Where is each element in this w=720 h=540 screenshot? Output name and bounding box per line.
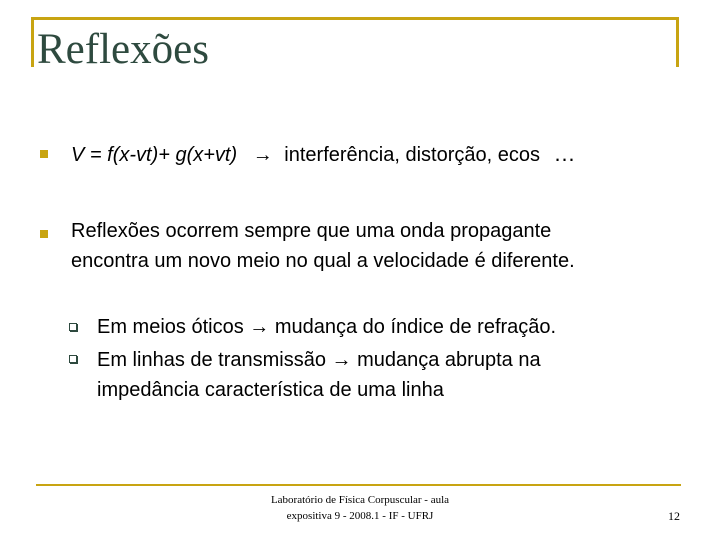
sub-bullet-1-text: Em meios óticos → mudança do índice de refração. (97, 316, 557, 338)
title-frame-right-line (676, 17, 679, 67)
wave-formula: V = f(x-vt)+ g(x+vt) (71, 144, 238, 166)
sub-bullet-checkbox-icon (69, 323, 77, 331)
arrow-glyph: → (252, 144, 273, 166)
sub-bullet-checkbox-icon (69, 355, 77, 363)
bullet-1-description: interferência, distorção, ecos (284, 144, 540, 166)
footer-line-2: expositiva 9 - 2008.1 - IF - UFRJ (286, 510, 434, 522)
page-number: 12 (668, 509, 680, 523)
bullet-2-line-2: encontra um novo meio no qual a velocidade é diferente. (71, 250, 575, 272)
slide-title: Reflexões (37, 24, 215, 76)
title-frame-top-line (31, 17, 679, 20)
bullet-2-line-1: Reflexões ocorrem sempre que uma onda propagante (71, 220, 552, 242)
bullet-square-icon (40, 150, 48, 158)
ellipsis-glyph: … (553, 141, 576, 166)
footer-line-1: Laboratório de Física Corpuscular - aula (270, 494, 450, 506)
footer-caption (240, 492, 480, 524)
bullet-1-text (71, 140, 576, 169)
title-frame-left-line (31, 17, 34, 67)
footer-divider (36, 484, 681, 486)
sub-bullet-2-line-1: Em linhas de transmissão → mudança abrupta na (97, 349, 541, 371)
bullet-square-icon (40, 230, 48, 238)
sub-bullet-2-line-2: impedância característica de uma linha (97, 379, 444, 401)
